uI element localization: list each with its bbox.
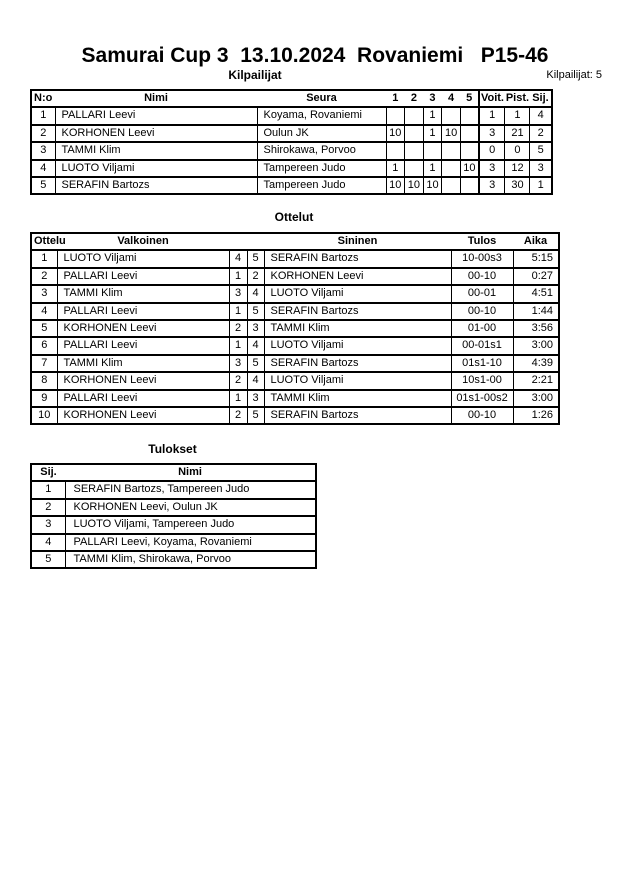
blue-number-cell: 2	[247, 268, 264, 285]
competitor-name-cell: PALLARI Leevi	[55, 107, 257, 124]
match-number-cell: 5	[31, 320, 57, 337]
result-cell: 01-00	[451, 320, 513, 337]
result-row	[31, 499, 316, 516]
competitor-number-cell: 5	[31, 177, 55, 194]
time-cell: 1:44	[513, 303, 559, 320]
matches-header-blue: Sininen	[264, 233, 451, 250]
final-place-cell: 3	[31, 516, 65, 533]
white-number-cell: 3	[229, 285, 247, 302]
white-number-cell: 1	[229, 390, 247, 407]
competitors-header-round-2: 2	[405, 90, 424, 107]
time-cell: 3:56	[513, 320, 559, 337]
final-name-cell: KORHONEN Leevi, Oulun JK	[65, 499, 316, 516]
white-name-cell: LUOTO Viljami	[57, 250, 229, 267]
round-3-cell: 10	[423, 177, 442, 194]
competitor-row	[31, 177, 552, 194]
competitor-number-cell: 4	[31, 160, 55, 177]
competitors-header-wins: Voit.	[479, 90, 505, 107]
result-cell: 10-00s3	[451, 250, 513, 267]
competitor-club-cell: Tampereen Judo	[257, 177, 386, 194]
blue-name-cell: SERAFIN Bartozs	[264, 407, 451, 424]
match-number-cell: 3	[31, 285, 57, 302]
competitor-name-cell: TAMMI Klim	[55, 142, 257, 159]
white-name-cell: PALLARI Leevi	[57, 303, 229, 320]
competitors-table	[30, 89, 553, 195]
round-3-cell	[423, 142, 442, 159]
match-row	[31, 268, 559, 285]
white-name-cell: PALLARI Leevi	[57, 337, 229, 354]
round-5-cell	[460, 142, 479, 159]
round-5-cell: 10	[460, 160, 479, 177]
matches-table	[30, 232, 560, 425]
matches-header-time: Aika	[513, 233, 559, 250]
competitor-row	[31, 107, 552, 124]
competitors-header-round-5: 5	[460, 90, 479, 107]
round-1-cell	[386, 142, 405, 159]
place-cell: 2	[530, 125, 552, 142]
competitors-header-club: Seura	[257, 90, 386, 107]
competitor-row	[31, 142, 552, 159]
competitors-count: Kilpailijat: 5	[546, 69, 602, 81]
results-header-name: Nimi	[65, 464, 316, 481]
place-cell: 1	[530, 177, 552, 194]
round-1-cell	[386, 107, 405, 124]
results-table	[30, 463, 317, 569]
blue-number-cell: 4	[247, 285, 264, 302]
match-row	[31, 407, 559, 424]
result-cell: 00-01	[451, 285, 513, 302]
round-1-cell: 10	[386, 177, 405, 194]
round-2-cell	[405, 142, 424, 159]
blue-name-cell: TAMMI Klim	[264, 390, 451, 407]
place-cell: 5	[530, 142, 552, 159]
round-4-cell: 10	[442, 125, 461, 142]
final-name-cell: SERAFIN Bartozs, Tampereen Judo	[65, 481, 316, 498]
place-cell: 3	[530, 160, 552, 177]
result-cell: 00-10	[451, 268, 513, 285]
white-name-cell: PALLARI Leevi	[57, 268, 229, 285]
page-title: Samurai Cup 3 13.10.2024 Rovaniemi P15-46	[81, 44, 549, 67]
white-number-cell: 2	[229, 320, 247, 337]
result-cell: 01s1-00s2	[451, 390, 513, 407]
time-cell: 4:51	[513, 285, 559, 302]
result-cell: 00-10	[451, 407, 513, 424]
round-1-cell: 10	[386, 125, 405, 142]
round-3-cell: 1	[423, 125, 442, 142]
round-4-cell	[442, 160, 461, 177]
round-4-cell	[442, 177, 461, 194]
white-number-cell: 1	[229, 337, 247, 354]
competitor-club-cell: Oulun JK	[257, 125, 386, 142]
white-name-cell: TAMMI Klim	[57, 285, 229, 302]
round-3-cell: 1	[423, 107, 442, 124]
white-name-cell: PALLARI Leevi	[57, 390, 229, 407]
blue-number-cell: 5	[247, 355, 264, 372]
time-cell: 2:21	[513, 372, 559, 389]
match-number-cell: 9	[31, 390, 57, 407]
match-row	[31, 337, 559, 354]
competitor-number-cell: 1	[31, 107, 55, 124]
white-name-cell: KORHONEN Leevi	[57, 407, 229, 424]
blue-number-cell: 4	[247, 372, 264, 389]
blue-name-cell: LUOTO Viljami	[264, 372, 451, 389]
blue-name-cell: SERAFIN Bartozs	[264, 250, 451, 267]
points-cell: 1	[505, 107, 530, 124]
blue-name-cell: SERAFIN Bartozs	[264, 303, 451, 320]
blue-name-cell: LUOTO Viljami	[264, 337, 451, 354]
competitors-header-round-3: 3	[423, 90, 442, 107]
time-cell: 4:39	[513, 355, 559, 372]
match-row	[31, 285, 559, 302]
match-number-cell: 1	[31, 250, 57, 267]
match-row	[31, 355, 559, 372]
competitors-header-round-4: 4	[442, 90, 461, 107]
round-2-cell	[405, 107, 424, 124]
time-cell: 1:26	[513, 407, 559, 424]
match-number-cell: 2	[31, 268, 57, 285]
points-cell: 12	[505, 160, 530, 177]
result-row	[31, 481, 316, 498]
result-cell: 01s1-10	[451, 355, 513, 372]
white-name-cell: TAMMI Klim	[57, 355, 229, 372]
time-cell: 3:00	[513, 390, 559, 407]
round-2-cell: 10	[405, 177, 424, 194]
round-4-cell	[442, 107, 461, 124]
results-section-label: Tulokset	[148, 442, 197, 456]
blue-number-cell: 5	[247, 407, 264, 424]
blue-name-cell: LUOTO Viljami	[264, 285, 451, 302]
matches-header-white-number	[229, 233, 247, 250]
result-row	[31, 516, 316, 533]
final-name-cell: LUOTO Viljami, Tampereen Judo	[65, 516, 316, 533]
matches-header-match: Ottelu	[31, 233, 57, 250]
competitor-row	[31, 125, 552, 142]
match-row	[31, 320, 559, 337]
round-5-cell	[460, 177, 479, 194]
competitors-section-label: Kilpailijat	[228, 68, 282, 82]
result-row	[31, 534, 316, 551]
competitor-club-cell: Tampereen Judo	[257, 160, 386, 177]
final-place-cell: 4	[31, 534, 65, 551]
competitor-row	[31, 160, 552, 177]
matches-header-result: Tulos	[451, 233, 513, 250]
matches-header-row	[31, 233, 559, 250]
competitors-header-row	[31, 90, 552, 107]
competitor-club-cell: Shirokawa, Porvoo	[257, 142, 386, 159]
blue-number-cell: 5	[247, 303, 264, 320]
white-number-cell: 2	[229, 372, 247, 389]
points-cell: 21	[505, 125, 530, 142]
white-number-cell: 1	[229, 268, 247, 285]
competitors-header-no: N:o	[31, 90, 55, 107]
results-header-place: Sij.	[31, 464, 65, 481]
white-number-cell: 2	[229, 407, 247, 424]
blue-name-cell: SERAFIN Bartozs	[264, 355, 451, 372]
blue-number-cell: 3	[247, 390, 264, 407]
wins-cell: 3	[479, 177, 505, 194]
competitor-name-cell: LUOTO Viljami	[55, 160, 257, 177]
result-cell: 00-01s1	[451, 337, 513, 354]
blue-number-cell: 4	[247, 337, 264, 354]
match-number-cell: 4	[31, 303, 57, 320]
wins-cell: 3	[479, 125, 505, 142]
white-name-cell: KORHONEN Leevi	[57, 320, 229, 337]
points-cell: 30	[505, 177, 530, 194]
competitors-header-name: Nimi	[55, 90, 257, 107]
final-place-cell: 1	[31, 481, 65, 498]
match-number-cell: 7	[31, 355, 57, 372]
round-4-cell	[442, 142, 461, 159]
blue-name-cell: KORHONEN Leevi	[264, 268, 451, 285]
competitors-header-round-1: 1	[386, 90, 405, 107]
time-cell: 0:27	[513, 268, 559, 285]
result-cell: 00-10	[451, 303, 513, 320]
match-number-cell: 8	[31, 372, 57, 389]
match-number-cell: 10	[31, 407, 57, 424]
competitor-club-cell: Koyama, Rovaniemi	[257, 107, 386, 124]
final-place-cell: 2	[31, 499, 65, 516]
white-number-cell: 4	[229, 250, 247, 267]
competitor-number-cell: 2	[31, 125, 55, 142]
competitor-number-cell: 3	[31, 142, 55, 159]
results-header-row	[31, 464, 316, 481]
matches-header-white: Valkoinen	[57, 233, 229, 250]
competitor-name-cell: SERAFIN Bartozs	[55, 177, 257, 194]
wins-cell: 3	[479, 160, 505, 177]
time-cell: 5:15	[513, 250, 559, 267]
final-place-cell: 5	[31, 551, 65, 568]
competitors-header-points: Pist.	[505, 90, 530, 107]
blue-name-cell: TAMMI Klim	[264, 320, 451, 337]
match-row	[31, 390, 559, 407]
final-name-cell: PALLARI Leevi, Koyama, Rovaniemi	[65, 534, 316, 551]
match-row	[31, 372, 559, 389]
competitor-name-cell: KORHONEN Leevi	[55, 125, 257, 142]
matches-section-label: Ottelut	[274, 210, 314, 224]
blue-number-cell: 3	[247, 320, 264, 337]
round-3-cell: 1	[423, 160, 442, 177]
white-number-cell: 3	[229, 355, 247, 372]
matches-header-blue-number	[247, 233, 264, 250]
round-5-cell	[460, 125, 479, 142]
competitors-header-place: Sij.	[530, 90, 552, 107]
place-cell: 4	[530, 107, 552, 124]
blue-number-cell: 5	[247, 250, 264, 267]
white-name-cell: KORHONEN Leevi	[57, 372, 229, 389]
round-2-cell	[405, 125, 424, 142]
points-cell: 0	[505, 142, 530, 159]
round-1-cell: 1	[386, 160, 405, 177]
match-row	[31, 250, 559, 267]
time-cell: 3:00	[513, 337, 559, 354]
white-number-cell: 1	[229, 303, 247, 320]
final-name-cell: TAMMI Klim, Shirokawa, Porvoo	[65, 551, 316, 568]
result-cell: 10s1-00	[451, 372, 513, 389]
round-5-cell	[460, 107, 479, 124]
match-row	[31, 303, 559, 320]
round-2-cell	[405, 160, 424, 177]
result-row	[31, 551, 316, 568]
match-number-cell: 6	[31, 337, 57, 354]
wins-cell: 0	[479, 142, 505, 159]
wins-cell: 1	[479, 107, 505, 124]
